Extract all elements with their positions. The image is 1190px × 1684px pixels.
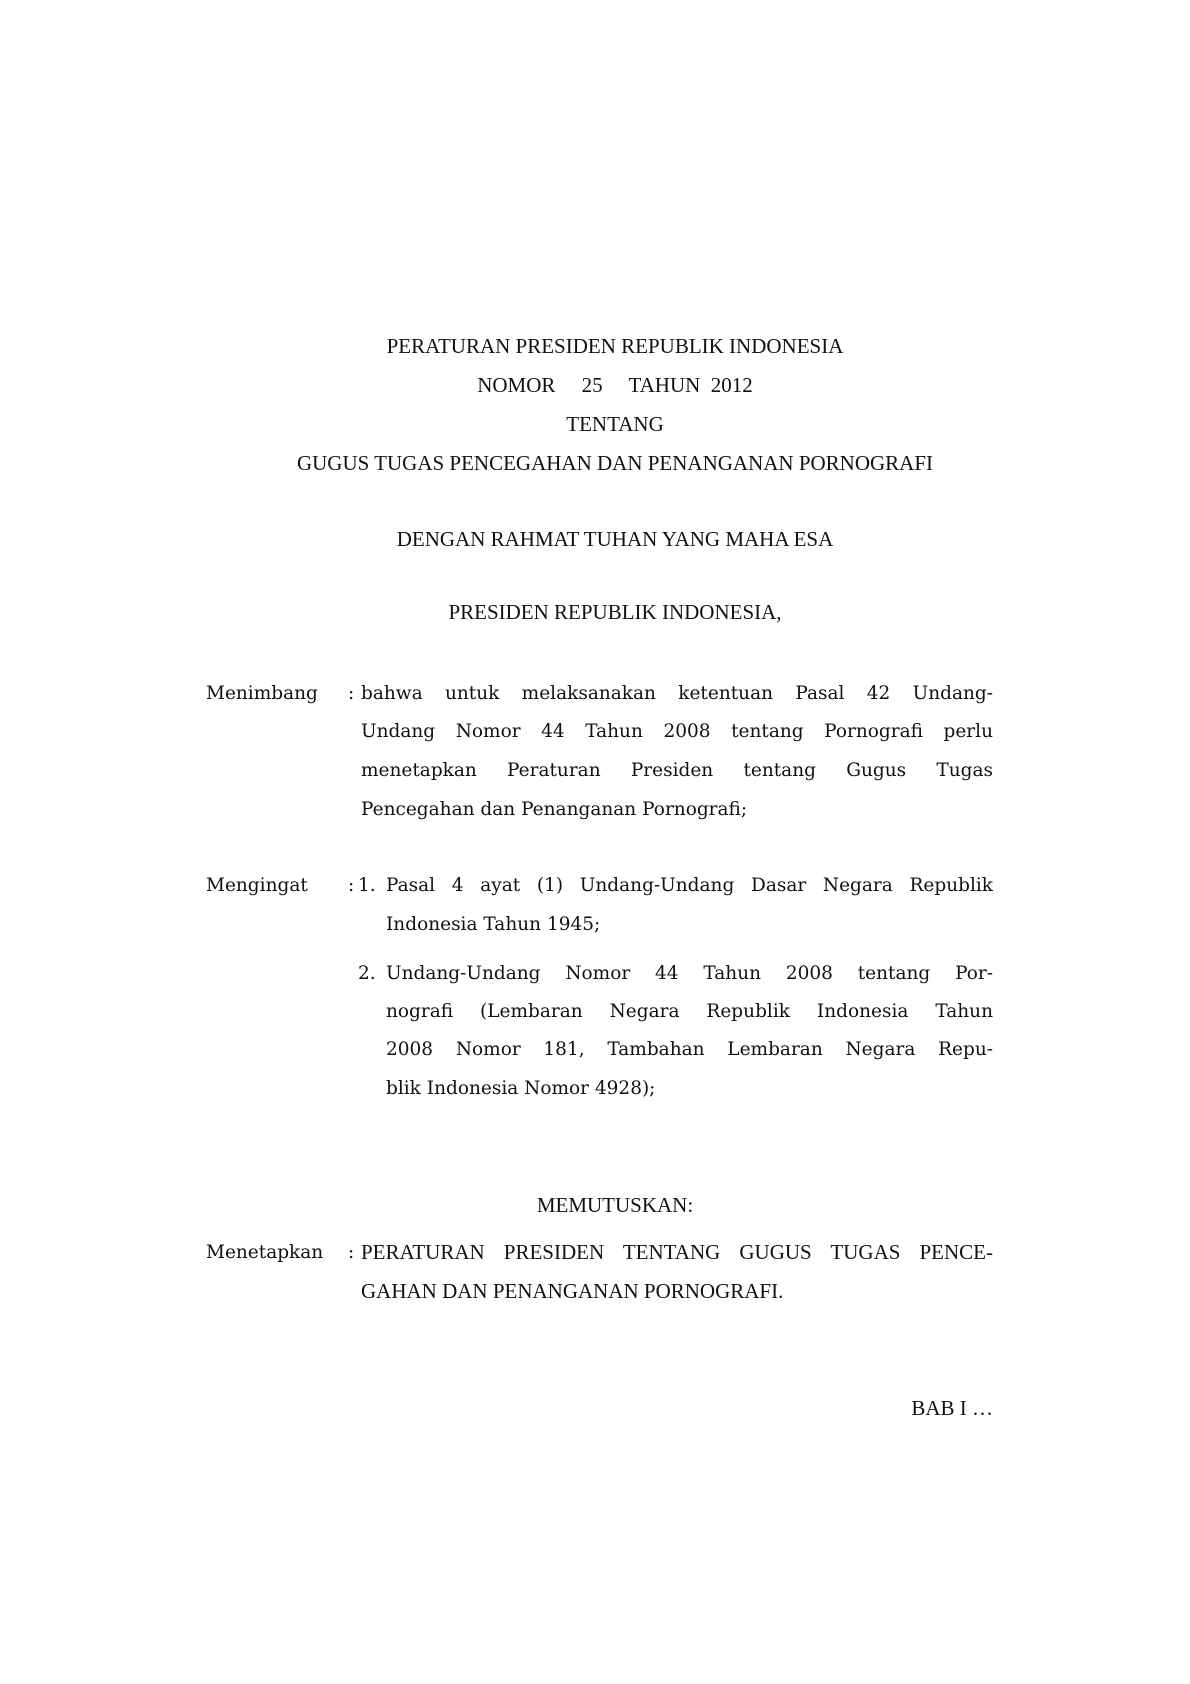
text-line: 2008 Nomor 181, Tambahan Lembaran Negara Repu-: [386, 1039, 993, 1060]
next-page-reference: BAB I …: [911, 1396, 993, 1420]
menetapkan-label: Menetapkan: [206, 1242, 324, 1263]
memutuskan-heading: MEMUTUSKAN:: [536, 1193, 694, 1217]
text-line: Pasal 4 ayat (1) Undang-Undang Dasar Negara Republik: [386, 875, 993, 896]
text-line: menetapkan Peraturan Presiden tentang Gugus Tugas: [361, 760, 993, 781]
regulation-title: PERATURAN PRESIDEN REPUBLIK INDONESIA: [386, 334, 844, 358]
regulation-subject: GUGUS TUGAS PENCEGAHAN DAN PENANGANAN PORNOGRAFI: [296, 451, 934, 475]
text-line: blik Indonesia Nomor 4928);: [386, 1078, 656, 1099]
regulation-number: NOMOR 25 TAHUN 2012: [477, 373, 753, 397]
menimbang-label: Menimbang: [206, 683, 318, 704]
item-number: 2.: [358, 963, 376, 984]
text-line: PERATURAN PRESIDEN TENTANG GUGUS TUGAS PENCE-: [361, 1240, 993, 1264]
colon: :: [348, 1242, 355, 1263]
mengingat-label: Mengingat: [206, 875, 308, 896]
text-line: Pencegahan dan Penanganan Pornografi;: [361, 799, 748, 820]
colon: :: [348, 875, 355, 896]
item-number: 1.: [358, 875, 376, 896]
text-line: Indonesia Tahun 1945;: [386, 914, 601, 935]
regulation-about: TENTANG: [566, 412, 664, 436]
text-line: Undang-Undang Nomor 44 Tahun 2008 tentang Por-: [386, 963, 993, 984]
invocation: DENGAN RAHMAT TUHAN YANG MAHA ESA: [396, 527, 834, 551]
colon: :: [348, 683, 355, 704]
text-line: GAHAN DAN PENANGANAN PORNOGRAFI.: [361, 1279, 784, 1303]
president-heading: PRESIDEN REPUBLIK INDONESIA,: [448, 600, 782, 624]
text-line: bahwa untuk melaksanakan ketentuan Pasal 42 Undang-: [361, 683, 993, 704]
text-line: nografi (Lembaran Negara Republik Indonesia Tahun: [386, 1001, 993, 1022]
text-line: Undang Nomor 44 Tahun 2008 tentang Pornografi perlu: [361, 721, 993, 742]
